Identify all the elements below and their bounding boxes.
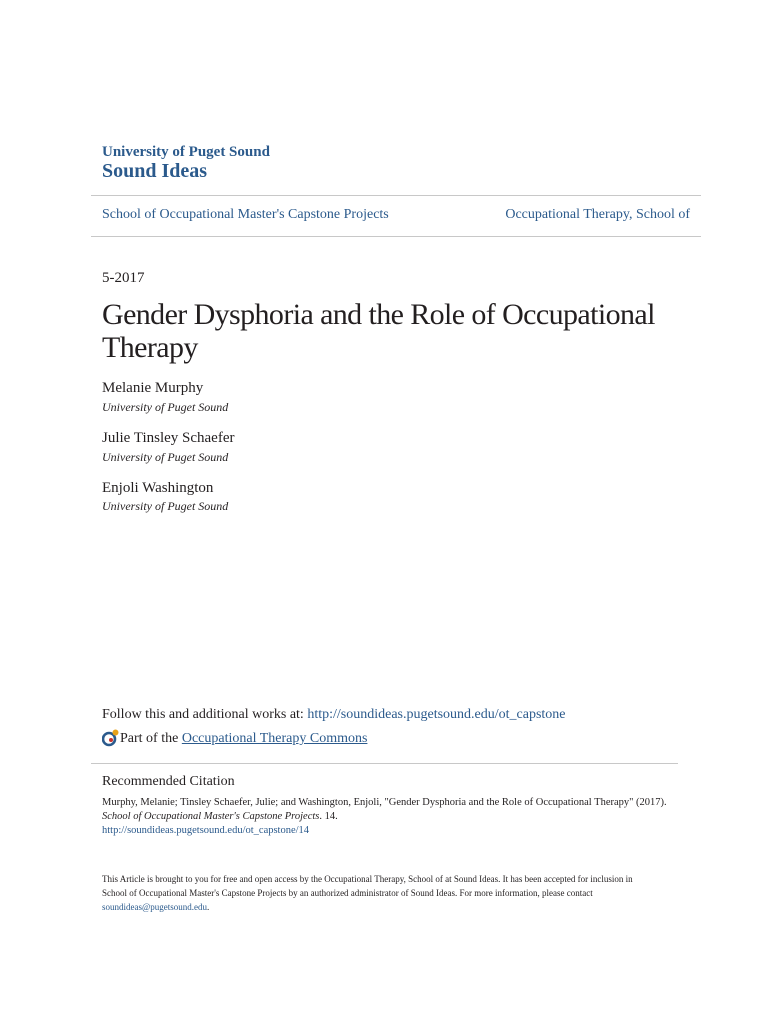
citation-heading: Recommended Citation — [102, 774, 235, 789]
commons-link[interactable]: Occupational Therapy Commons — [181, 731, 368, 746]
notice-email-suffix: . — [207, 902, 210, 912]
citation-series-line — [102, 810, 702, 824]
paper-title: Gender Dysphoria and the Role of Occupational Therapy — [102, 298, 655, 364]
citation-series: School of Occupational Master's Capstone Projects — [102, 811, 320, 822]
institution-name[interactable]: University of Puget Sound — [102, 144, 270, 160]
publication-date: 5-2017 — [102, 270, 145, 286]
notice-line: School of Occupational Master's Capstone Projects by an authorized administrator of Sound Ideas. For more information, please contact — [102, 888, 593, 898]
citation-number: . 14. — [319, 811, 338, 822]
part-of-prefix: Part of the — [120, 731, 182, 746]
author-affiliation: University of Puget Sound — [102, 400, 229, 414]
commons-network-icon — [102, 729, 120, 747]
author-name: Julie Tinsley Schaefer — [102, 430, 235, 446]
citation-url-link[interactable]: http://soundideas.pugetsound.edu/ot_capstone/14 — [102, 825, 310, 836]
citation-text: Murphy, Melanie; Tinsley Schaefer, Julie; and Washington, Enjoli, "Gender Dysphoria and the Role of Occupational Therapy" (2017). — [102, 797, 667, 808]
author-name: Enjoli Washington — [102, 480, 214, 496]
follow-prefix: Follow this and additional works at: — [102, 707, 308, 722]
header-divider-bottom — [91, 236, 701, 237]
citation-block — [102, 796, 702, 838]
author-affiliation: University of Puget Sound — [102, 450, 229, 464]
citation-divider — [91, 763, 678, 764]
collection-link[interactable]: School of Occupational Master's Capstone Projects — [102, 207, 389, 222]
repository-name[interactable]: Sound Ideas — [102, 160, 208, 182]
notice-line: This Article is brought to you for free and open access by the Occupational Therapy, School of at Sound Ideas. It has been accepted for inclusion in — [102, 874, 633, 884]
department-link[interactable]: Occupational Therapy, School of — [505, 207, 690, 222]
contact-email-link[interactable]: soundideas@pugetsound.edu — [102, 902, 208, 912]
author-name: Melanie Murphy — [102, 380, 204, 396]
author-affiliation: University of Puget Sound — [102, 499, 229, 513]
follow-line — [102, 707, 566, 723]
collection-url-link[interactable]: http://soundideas.pugetsound.edu/ot_capstone — [307, 707, 566, 722]
header-divider-top — [91, 195, 701, 196]
access-notice — [102, 872, 702, 914]
part-of-line — [120, 731, 367, 747]
